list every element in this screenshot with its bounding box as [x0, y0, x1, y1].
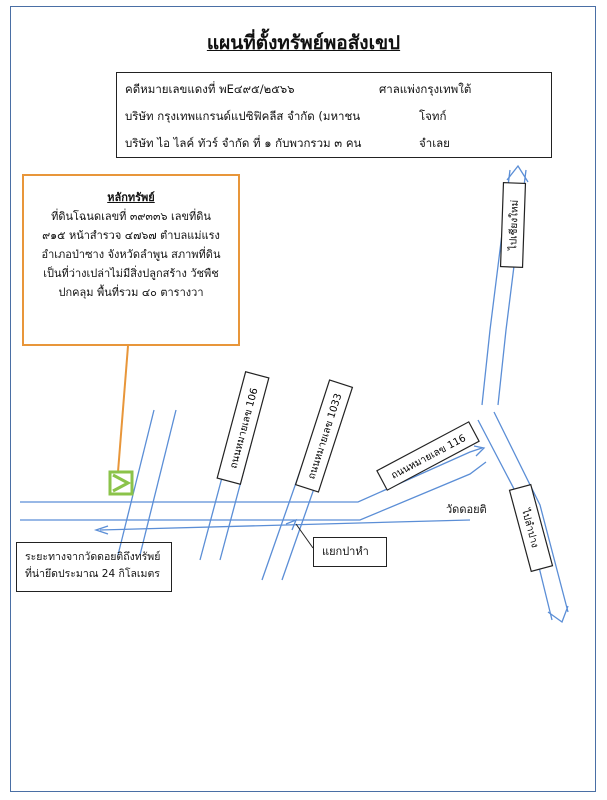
property-line: อำเภอป่าซาง จังหวัดลำพูน สภาพที่ดิน [41, 248, 221, 261]
lampang-label: ไปลำปาง [519, 507, 541, 550]
arrow-south-icon [548, 606, 568, 622]
property-callout-line [118, 346, 128, 472]
road-1033-label: ถนนหมายเลข 1033 [306, 392, 345, 481]
case-number: คดีหมายเลขแดงที่ พE๔๙๕/๒๕๖๖ [125, 82, 295, 96]
minor-road-left-2 [140, 410, 176, 555]
property-line: ๙๑๕ หน้าสำรวจ ๔๗๖๗ ตำบลแม่แรง [42, 229, 220, 242]
temple-label: วัดดอยติ [446, 503, 487, 516]
road-116-label: ถนนหมายเลข 116 [389, 432, 468, 482]
distance-line: ที่น่ายึดประมาณ 24 กิโลเมตร [25, 568, 160, 580]
defendant-role: จำเลย [419, 136, 450, 150]
junction-leader [296, 524, 313, 548]
property-line: เป็นที่ว่างเปล่าไม่มีสิ่งปลูกสร้าง วัชพืช [43, 267, 219, 280]
road-lampang-west-edge [478, 420, 552, 620]
road-106-plate [217, 372, 269, 484]
chiangmai-plate [501, 183, 526, 268]
road-116-plate [377, 422, 479, 490]
road-106-label: ถนนหมายเลข 106 [228, 386, 261, 470]
chiangmai-label: ไปเชียงใหม่ [508, 199, 521, 251]
main-road-lane [100, 520, 470, 530]
junction-label: แยกปาหำ [322, 545, 369, 558]
property-marker-icon [110, 472, 132, 494]
junction-label-box [313, 537, 387, 567]
plaintiff-role: โจทก์ [419, 109, 447, 123]
property-heading: หลักทรัพย์ [107, 191, 155, 204]
map-title: แผนที่ตั้งทรัพย์พอสังเขป [206, 32, 401, 54]
distance-note-box [16, 542, 172, 592]
court-name: ศาลแพ่งกรุงเทพใต้ [379, 82, 472, 96]
property-line: ที่ดินโฉนดเลขที่ ๓๙๓๓๖ เลขที่ดิน [51, 210, 211, 223]
distance-line: ระยะทางจากวัดดอยติถึงทรัพย์ [25, 551, 161, 563]
arrow-east-icon [474, 446, 484, 456]
property-line: ปกคลุม พื้นที่รวม ๔๐ ตารางวา [58, 286, 204, 299]
minor-road-left-1 [118, 410, 154, 555]
road-1033-plate [296, 380, 353, 492]
plaintiff-name: บริษัท กรุงเทพแกรนด์แปซิฟิคลีส จำกัด (มหาชน [125, 109, 361, 123]
defendant-name: บริษัท ไอ ไลค์ ทัวร์ จำกัด ที่ ๑ กับพวกรวม ๓ คน [125, 136, 362, 150]
